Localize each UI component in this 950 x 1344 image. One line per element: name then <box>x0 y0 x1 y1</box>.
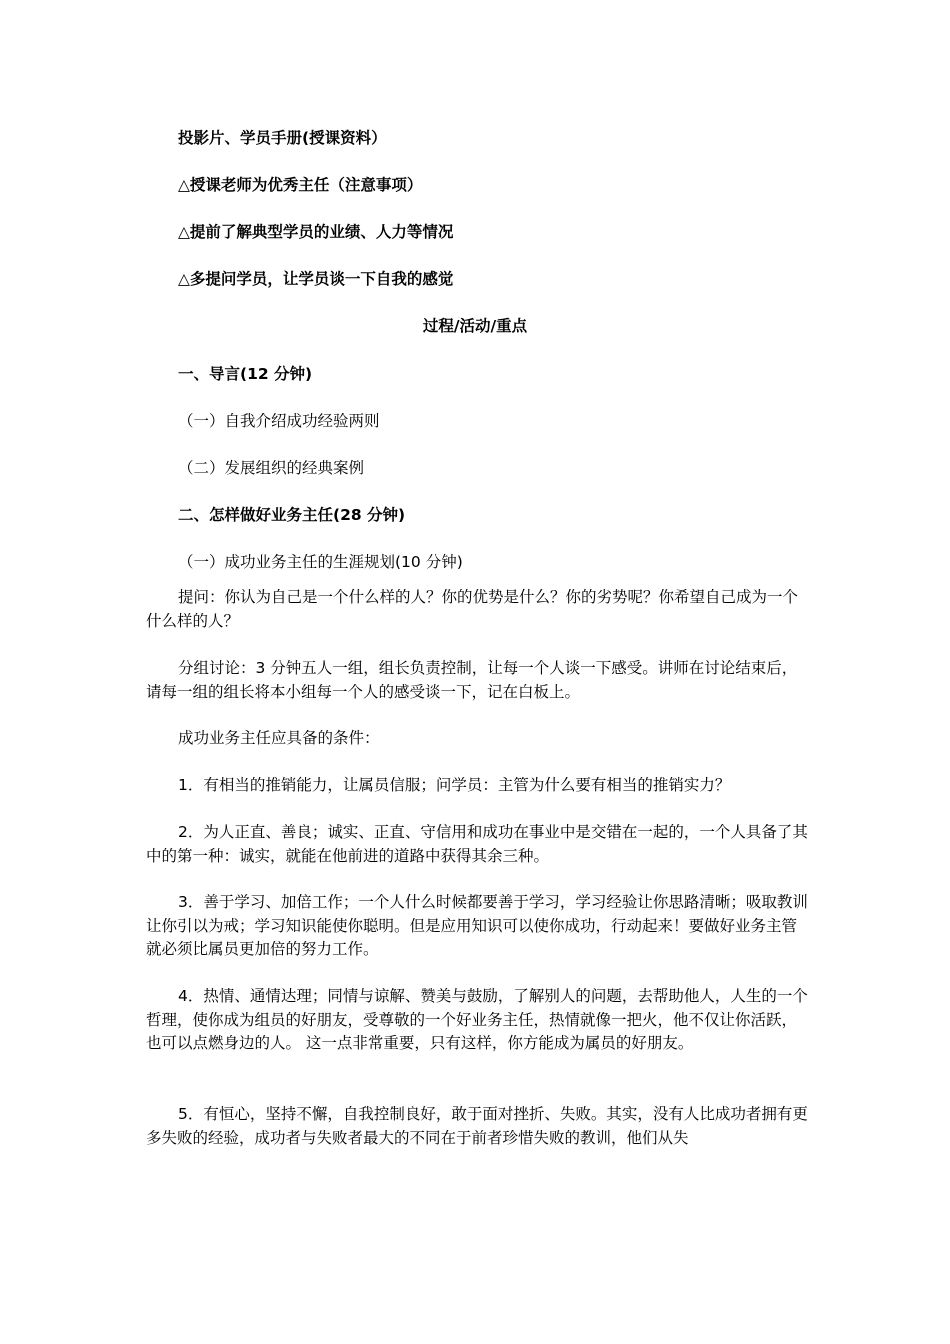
condition-item: 4．热情、通情达理；同情与谅解、赞美与鼓励，了解别人的问题，去帮助他人，人生的一个哲理，使你成为组员的好朋友，受尊敬的一个好业务主任，热情就像一把火，他不仅让你活跃，也可以点燃身边的人。 这一点非常重要，只有这样，你方能成为属员的好朋友。 <box>146 987 808 1052</box>
part-heading: 一、导言(12 分钟) <box>178 365 313 383</box>
part-heading: 二、怎样做好业务主任(28 分钟) <box>178 506 406 524</box>
discussion-paragraph: 分组讨论：3 分钟五人一组，组长负责控制，让每一个人谈一下感受。讲师在讨论结束后，请每一组的组长将本小组每一个人的感受谈一下，记在白板上。 <box>146 659 798 701</box>
section-heading: 过程/活动/重点 <box>422 317 528 335</box>
note-line: △授课老师为优秀主任（注意事项） <box>178 176 423 194</box>
sub-item: （一）自我介绍成功经验两则 <box>178 412 380 430</box>
note-line: △提前了解典型学员的业绩、人力等情况 <box>178 223 454 241</box>
condition-item: 2．为人正直、善良；诚实、正直、守信用和成功在事业中是交错在一起的，一个人具备了其中的第一种：诚实，就能在他前进的道路中获得其余三种。 <box>146 823 808 865</box>
conditions-intro: 成功业务主任应具备的条件： <box>178 729 380 747</box>
materials-line: 投影片、学员手册(授课资料） <box>178 129 387 147</box>
note-line: △多提问学员，让学员谈一下自我的感觉 <box>178 270 454 288</box>
condition-item: 3．善于学习、加倍工作；一个人什么时候都要善于学习，学习经验让你思路清晰；吸取教训让你引以为戒；学习知识能使你聪明。但是应用知识可以使你成功，行动起来！要做好业务主管就必须比属员更加倍的努力工作。 <box>146 893 808 958</box>
sub-item: （一）成功业务主任的生涯规划(10 分钟) <box>178 553 463 571</box>
question-paragraph: 提问：你认为自己是一个什么样的人？你的优势是什么？你的劣势呢？你希望自己成为一个什么样的人？ <box>146 588 799 630</box>
sub-item: （二）发展组织的经典案例 <box>178 459 365 477</box>
condition-item: 1．有相当的推销能力，让属员信服；问学员：主管为什么要有相当的推销实力？ <box>178 776 731 794</box>
condition-item: 5．有恒心，坚持不懈，自我控制良好，敢于面对挫折、失败。其实，没有人比成功者拥有更多失败的经验，成功者与失败者最大的不同在于前者珍惜失败的教训，他们从失 <box>146 1105 808 1147</box>
